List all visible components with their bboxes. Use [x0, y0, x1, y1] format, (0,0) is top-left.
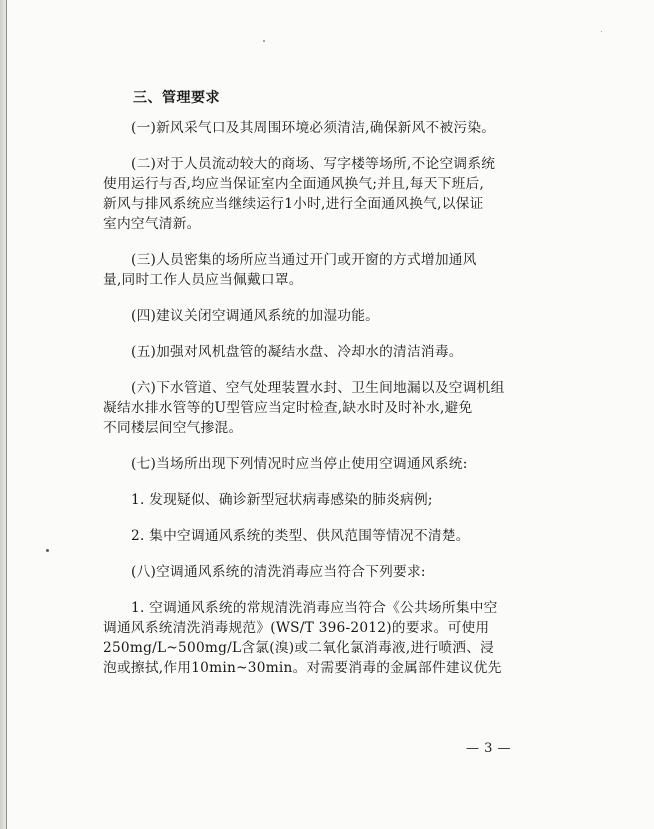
paragraph-line: (三)人员密集的场所应当通过开门或开窗的方式增加通风: [131, 252, 477, 268]
paragraph-3: [103, 250, 563, 290]
paragraph-line: 新风与排风系统应当继续运行1小时,进行全面通风换气,以保证: [103, 196, 484, 212]
paragraph-line: 调通风系统清洗消毒规范》(WS/T 396-2012)的要求。可使用: [103, 620, 490, 636]
paragraph-line: 2. 集中空调通风系统的类型、供风范围等情况不清楚。: [131, 528, 470, 544]
paragraph-line: (八)空调通风系统的清洗消毒应当符合下列要求:: [131, 564, 426, 580]
scan-speck: [263, 40, 265, 42]
document-body: [103, 88, 563, 678]
paragraph-line: 1. 发现疑似、确诊新型冠状病毒感染的肺炎病例;: [131, 492, 433, 508]
scan-speck: [601, 31, 602, 32]
scan-edge: [0, 0, 7, 829]
paragraph-2: [103, 154, 563, 234]
paragraph-8: [103, 562, 563, 582]
paragraph-6: [103, 378, 563, 438]
paragraph-1: [103, 118, 563, 138]
paragraph-line: 泡或擦拭,作用10min~30min。对需要消毒的金属部件建议优先: [103, 660, 502, 676]
paragraph-9: [103, 598, 563, 678]
paragraph-line: 使用运行与否,均应当保证室内全面通风换气;并且,每天下班后,: [103, 176, 485, 192]
paragraph-line: 室内空气清新。: [103, 216, 201, 232]
section-heading: 三、管理要求: [133, 90, 220, 106]
scan-speck: [46, 549, 49, 552]
paragraph-line: 量,同时工作人员应当佩戴口罩。: [103, 272, 303, 288]
paragraph-4: [103, 306, 563, 326]
paragraph-line: (七)当场所出现下列情况时应当停止使用空调通风系统:: [131, 456, 468, 472]
paragraph-line: (五)加强对风机盘管的凝结水盘、冷却水的清洁消毒。: [131, 344, 463, 360]
paragraph-7: [103, 454, 563, 474]
paragraph-line: (二)对于人员流动较大的商场、写字楼等场所,不论空调系统: [131, 156, 496, 172]
list-item-2: [103, 526, 563, 546]
paragraph-line: 1. 空调通风系统的常规清洗消毒应当符合《公共场所集中空: [131, 600, 498, 616]
paragraph-line: 凝结水排水管等的U型管应当定时检查,缺水时及时补水,避免: [103, 400, 473, 416]
list-item-1: [103, 490, 563, 510]
paragraph-line: (四)建议关闭空调通风系统的加湿功能。: [131, 308, 380, 324]
paragraph-line: (六)下水管道、空气处理装置水封、卫生间地漏以及空调机组: [131, 380, 505, 396]
paragraph-line: (一)新风采气口及其周围环境必须清洁,确保新风不被污染。: [131, 120, 496, 136]
paragraph-line: 250mg/L~500mg/L含氯(溴)或二氧化氯消毒液,进行喷洒、浸: [103, 640, 495, 656]
page-number: — 3 —: [466, 741, 512, 756]
paragraph-line: 不同楼层间空气掺混。: [103, 420, 243, 436]
paragraph-5: [103, 342, 563, 362]
